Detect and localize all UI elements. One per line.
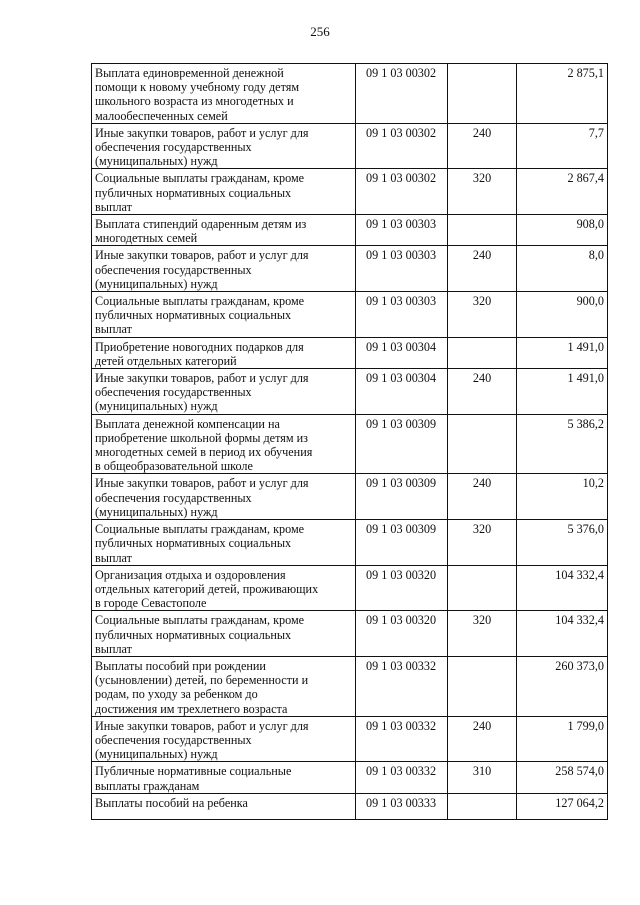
item-name-line: обеспечения государственных	[95, 140, 252, 155]
table-row	[92, 474, 608, 520]
budget-code-cell: 09 1 03 00320	[356, 611, 448, 657]
page-number: 256	[310, 24, 330, 39]
item-name-line: приобретение школьной формы детям из	[95, 430, 308, 445]
item-name-line: детей отдельных категорий	[95, 353, 237, 368]
table-row	[92, 656, 608, 716]
item-name-line: родам, по уходу за ребенком до	[95, 687, 258, 702]
expense-type-cell	[447, 793, 517, 819]
budget-code-cell: 09 1 03 00303	[356, 292, 448, 338]
expense-type-cell: 320	[447, 520, 517, 566]
item-name-line: публичных нормативных социальных	[95, 185, 292, 200]
item-name-cell	[92, 169, 356, 215]
table-row	[92, 337, 608, 368]
amount-cell: 5 386,2	[517, 414, 608, 474]
budget-code-cell: 09 1 03 00320	[356, 565, 448, 611]
item-name-cell	[92, 656, 356, 716]
item-name-line: отдельных категорий детей, проживающих	[95, 581, 319, 596]
table-row	[92, 520, 608, 566]
item-name-line: Приобретение новогодних подарков для	[95, 339, 304, 354]
amount-cell: 104 332,4	[517, 565, 608, 611]
amount-cell: 1 491,0	[517, 369, 608, 415]
item-name-line: Выплата стипендий одаренным детям из	[95, 217, 307, 232]
item-name-line: Иные закупки товаров, работ и услуг для	[95, 718, 309, 733]
item-name-cell	[92, 611, 356, 657]
item-name-line: (муниципальных) нужд	[95, 276, 218, 291]
amount-cell: 127 064,2	[517, 793, 608, 819]
item-name-line: Иные закупки товаров, работ и услуг для	[95, 371, 309, 386]
item-name-cell	[92, 215, 356, 246]
item-name-line: обеспечения государственных	[95, 385, 252, 400]
item-name-line: Социальные выплаты гражданам, кроме	[95, 294, 305, 309]
amount-cell: 104 332,4	[517, 611, 608, 657]
expense-type-cell: 320	[447, 169, 517, 215]
item-name-line: Иные закупки товаров, работ и услуг для	[95, 248, 309, 263]
amount-cell: 908,0	[517, 215, 608, 246]
item-name-line: малообеспеченных семей	[95, 108, 228, 123]
item-name-cell	[92, 716, 356, 762]
expense-type-cell: 240	[447, 246, 517, 292]
table-row	[92, 292, 608, 338]
table-row	[92, 414, 608, 474]
item-name-line: в общеобразовательной школе	[95, 459, 253, 474]
budget-code-cell: 09 1 03 00302	[356, 64, 448, 124]
table-row	[92, 123, 608, 169]
amount-cell: 1 799,0	[517, 716, 608, 762]
table-row	[92, 565, 608, 611]
item-name-line: (муниципальных) нужд	[95, 154, 218, 169]
expense-type-cell: 310	[447, 762, 517, 793]
item-name-cell	[92, 369, 356, 415]
item-name-line: Публичные нормативные социальные	[95, 764, 292, 779]
item-name-line: обеспечения государственных	[95, 732, 252, 747]
item-name-line: многодетных семей в период их обучения	[95, 445, 313, 460]
item-name-cell	[92, 520, 356, 566]
amount-cell: 7,7	[517, 123, 608, 169]
item-name-line: выплат	[95, 199, 132, 214]
expense-type-cell	[447, 337, 517, 368]
budget-code-cell: 09 1 03 00332	[356, 656, 448, 716]
item-name-line: Иные закупки товаров, работ и услуг для	[95, 125, 309, 140]
item-name-cell	[92, 246, 356, 292]
expense-type-cell	[447, 656, 517, 716]
item-name-line: Выплаты пособий на ребенка	[95, 795, 248, 810]
amount-cell: 2 867,4	[517, 169, 608, 215]
item-name-line: публичных нормативных социальных	[95, 627, 292, 642]
budget-table	[91, 63, 608, 820]
expense-type-cell: 320	[447, 292, 517, 338]
item-name-cell	[92, 565, 356, 611]
item-name-cell	[92, 793, 356, 819]
item-name-line: (усыновлении) детей, по беременности и	[95, 673, 309, 688]
item-name-line: Выплата денежной компенсации на	[95, 416, 280, 431]
item-name-line: выплат	[95, 322, 132, 337]
expense-type-cell: 320	[447, 611, 517, 657]
item-name-line: Организация отдыха и оздоровления	[95, 567, 286, 582]
item-name-cell	[92, 762, 356, 793]
amount-cell: 1 491,0	[517, 337, 608, 368]
budget-code-cell: 09 1 03 00302	[356, 169, 448, 215]
amount-cell: 2 875,1	[517, 64, 608, 124]
item-name-line: обеспечения государственных	[95, 262, 252, 277]
item-name-cell	[92, 414, 356, 474]
item-name-line: Социальные выплаты гражданам, кроме	[95, 171, 305, 186]
item-name-line: помощи к новому учебному году детям	[95, 80, 300, 95]
item-name-line: обеспечения государственных	[95, 490, 252, 505]
item-name-cell	[92, 337, 356, 368]
amount-cell: 8,0	[517, 246, 608, 292]
item-name-line: публичных нормативных социальных	[95, 536, 292, 551]
item-name-line: выплат	[95, 550, 132, 565]
budget-code-cell: 09 1 03 00303	[356, 246, 448, 292]
table-row	[92, 246, 608, 292]
item-name-line: Выплата единовременной денежной	[95, 66, 284, 80]
expense-type-cell	[447, 64, 517, 124]
item-name-line: Выплаты пособий при рождении	[95, 658, 266, 673]
budget-code-cell: 09 1 03 00304	[356, 337, 448, 368]
table-row	[92, 611, 608, 657]
item-name-line: школьного возраста из многодетных и	[95, 94, 294, 109]
budget-code-cell: 09 1 03 00309	[356, 520, 448, 566]
amount-cell: 5 376,0	[517, 520, 608, 566]
item-name-line: многодетных семей	[95, 231, 198, 246]
expense-type-cell	[447, 215, 517, 246]
item-name-cell	[92, 292, 356, 338]
expense-type-cell: 240	[447, 716, 517, 762]
item-name-line: (муниципальных) нужд	[95, 747, 218, 762]
table-row	[92, 793, 608, 819]
item-name-cell	[92, 64, 356, 124]
table-row	[92, 64, 608, 124]
amount-cell: 900,0	[517, 292, 608, 338]
amount-cell: 10,2	[517, 474, 608, 520]
item-name-line: Социальные выплаты гражданам, кроме	[95, 522, 305, 537]
budget-code-cell: 09 1 03 00309	[356, 414, 448, 474]
expense-type-cell: 240	[447, 369, 517, 415]
expense-type-cell: 240	[447, 123, 517, 169]
table-body	[92, 64, 608, 820]
table-row	[92, 716, 608, 762]
item-name-line: в городе Севастополе	[95, 596, 207, 611]
item-name-cell	[92, 123, 356, 169]
item-name-line: (муниципальных) нужд	[95, 399, 218, 414]
item-name-line: (муниципальных) нужд	[95, 504, 218, 519]
budget-code-cell: 09 1 03 00332	[356, 762, 448, 793]
budget-code-cell: 09 1 03 00302	[356, 123, 448, 169]
item-name-cell	[92, 474, 356, 520]
item-name-line: выплат	[95, 641, 132, 656]
budget-code-cell: 09 1 03 00333	[356, 793, 448, 819]
expense-type-cell	[447, 414, 517, 474]
item-name-line: публичных нормативных социальных	[95, 308, 292, 323]
budget-code-cell: 09 1 03 00309	[356, 474, 448, 520]
budget-code-cell: 09 1 03 00304	[356, 369, 448, 415]
amount-cell: 260 373,0	[517, 656, 608, 716]
budget-code-cell: 09 1 03 00332	[356, 716, 448, 762]
item-name-line: Иные закупки товаров, работ и услуг для	[95, 476, 309, 491]
table-row	[92, 169, 608, 215]
item-name-line: выплаты гражданам	[95, 778, 200, 793]
expense-type-cell: 240	[447, 474, 517, 520]
table-row	[92, 762, 608, 793]
table-row	[92, 215, 608, 246]
budget-code-cell: 09 1 03 00303	[356, 215, 448, 246]
item-name-line: достижения им трехлетнего возраста	[95, 701, 288, 716]
amount-cell: 258 574,0	[517, 762, 608, 793]
item-name-line: Социальные выплаты гражданам, кроме	[95, 613, 305, 628]
expense-type-cell	[447, 565, 517, 611]
table-row	[92, 369, 608, 415]
